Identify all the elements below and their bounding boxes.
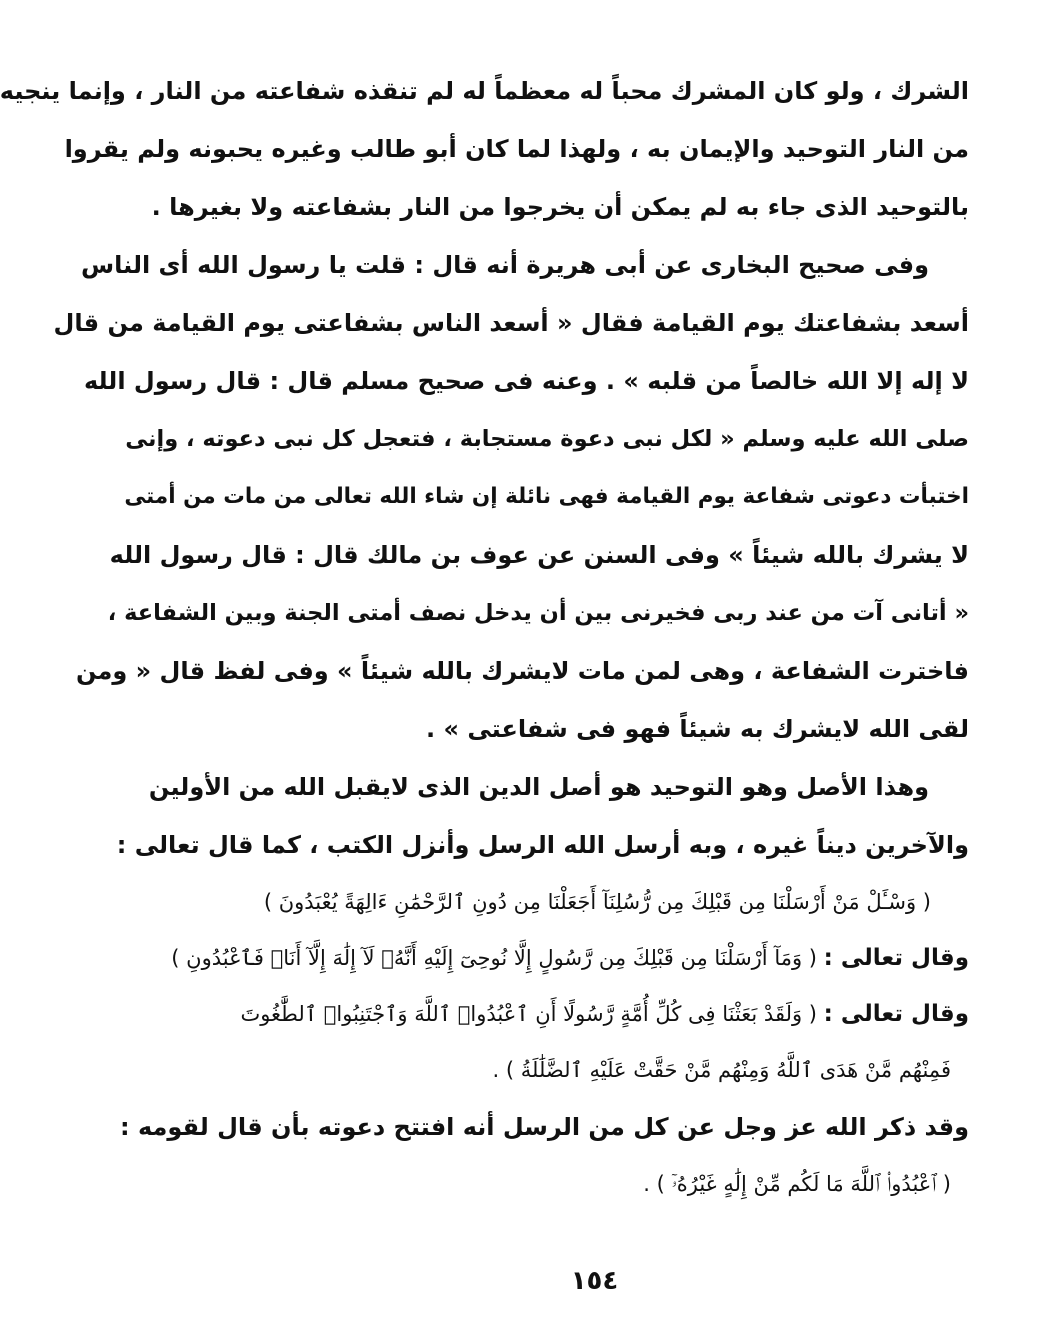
quran-verse: ( وَسْـَٔلْ مَنْ أَرْسَلْنَا مِن قَبْلِكَ مِن رُّسُلِنَآ أَجَعَلْنَا مِن دُونِ ٱلرَّحْمَٰنِ ءَالِهَةً يُعْبَدُونَ ): [263, 890, 931, 914]
text-line: لا يشرك بالله شيئاً » وفى السنن عن عوف بن مالك قال : قال رسول الله: [109, 541, 969, 569]
verse-intro: وقال تعالى :: [823, 945, 969, 971]
page-body: [0, 62, 969, 1212]
text-line: وقد ذكر الله عز وجل عن كل من الرسل أنه افتتح دعوته بأن قال لقومه :: [120, 1113, 969, 1141]
text-line: من النار التوحيد والإيمان به ، ولهذا لما كان أبو طالب وغيره يحبونه ولم يقروا: [64, 135, 969, 163]
text-line: بالتوحيد الذى جاء به لم يمكن أن يخرجوا من النار بشفاعته ولا بغيرها .: [151, 193, 969, 221]
text-line: الشرك ، ولو كان المشرك محباً له معظماً له لم تنقذه شفاعته من النار ، وإنما ينجيه: [0, 77, 969, 105]
quran-verse: ( وَلَقَدْ بَعَثْنَا فِى كُلِّ أُمَّةٍ رَّسُولًا أَنِ ٱعْبُدُوا۟ ٱللَّهَ وَٱجْتَنِبُوا۟ ٱلطَّٰغُوتَ: [240, 1002, 817, 1026]
text-line: « أتانى آت من عند ربى فخيرنى بين أن يدخل نصف أمتى الجنة وبين الشفاعة ،: [107, 600, 969, 626]
quran-verse: ( وَمَآ أَرْسَلْنَا مِن قَبْلِكَ مِن رَّسُولٍ إِلَّا نُوحِىٓ إِلَيْهِ أَنَّهُۥ لَآ إِلَٰهَ إِلَّآ أَنَا۠ فَٱعْبُدُونِ ): [171, 946, 817, 970]
text-line: أسعد بشفاعتك يوم القيامة فقال « أسعد الناس بشفاعتى يوم القيامة من قال: [53, 309, 969, 337]
text-line: اختبأت دعوتى شفاعة يوم القيامة فهى نائلة إن شاء الله تعالى من مات من أمتى: [124, 484, 969, 509]
quran-verse: ( ٱعْبُدُوا۟ ٱللَّهَ مَا لَكُم مِّنْ إِلَٰهٍ غَيْرُهُۥٓ ) .: [643, 1172, 951, 1196]
quran-verse-line: [221, 986, 969, 1042]
text-line: فاخترت الشفاعة ، وهى لمن مات لايشرك بالله شيئاً » وفى لفظ قال « ومن: [75, 657, 969, 685]
quran-verse: فَمِنْهُم مَّنْ هَدَى ٱللَّهُ وَمِنْهُم مَّنْ حَقَّتْ عَلَيْهِ ٱلضَّلَٰلَةُ ) .: [492, 1058, 951, 1082]
text-line: وهذا الأصل وهو التوحيد هو أصل الدين الذى لايقبل الله من الأولين: [148, 773, 929, 801]
verse-intro: وقال تعالى :: [823, 1001, 969, 1027]
text-line: لا إله إلا الله خالصاً من قلبه » . وعنه فى صحيح مسلم قال : قال رسول الله: [83, 367, 969, 395]
text-line: والآخرين ديناً غيره ، وبه أرسل الله الرسل وأنزل الكتب ، كما قال تعالى :: [116, 831, 969, 859]
quran-verse-line: [171, 930, 969, 986]
text-line: وفى صحيح البخارى عن أبى هريرة أنه قال : قلت يا رسول الله أى الناس: [81, 251, 929, 279]
text-line: لقى الله لايشرك به شيئاً فهو فى شفاعتى » .: [426, 715, 969, 743]
page-number: ١٥٤: [570, 1266, 619, 1296]
text-line: صلى الله عليه وسلم « لكل نبى دعوة مستجابة ، فتعجل كل نبى دعوته ، وإنى: [125, 426, 969, 452]
